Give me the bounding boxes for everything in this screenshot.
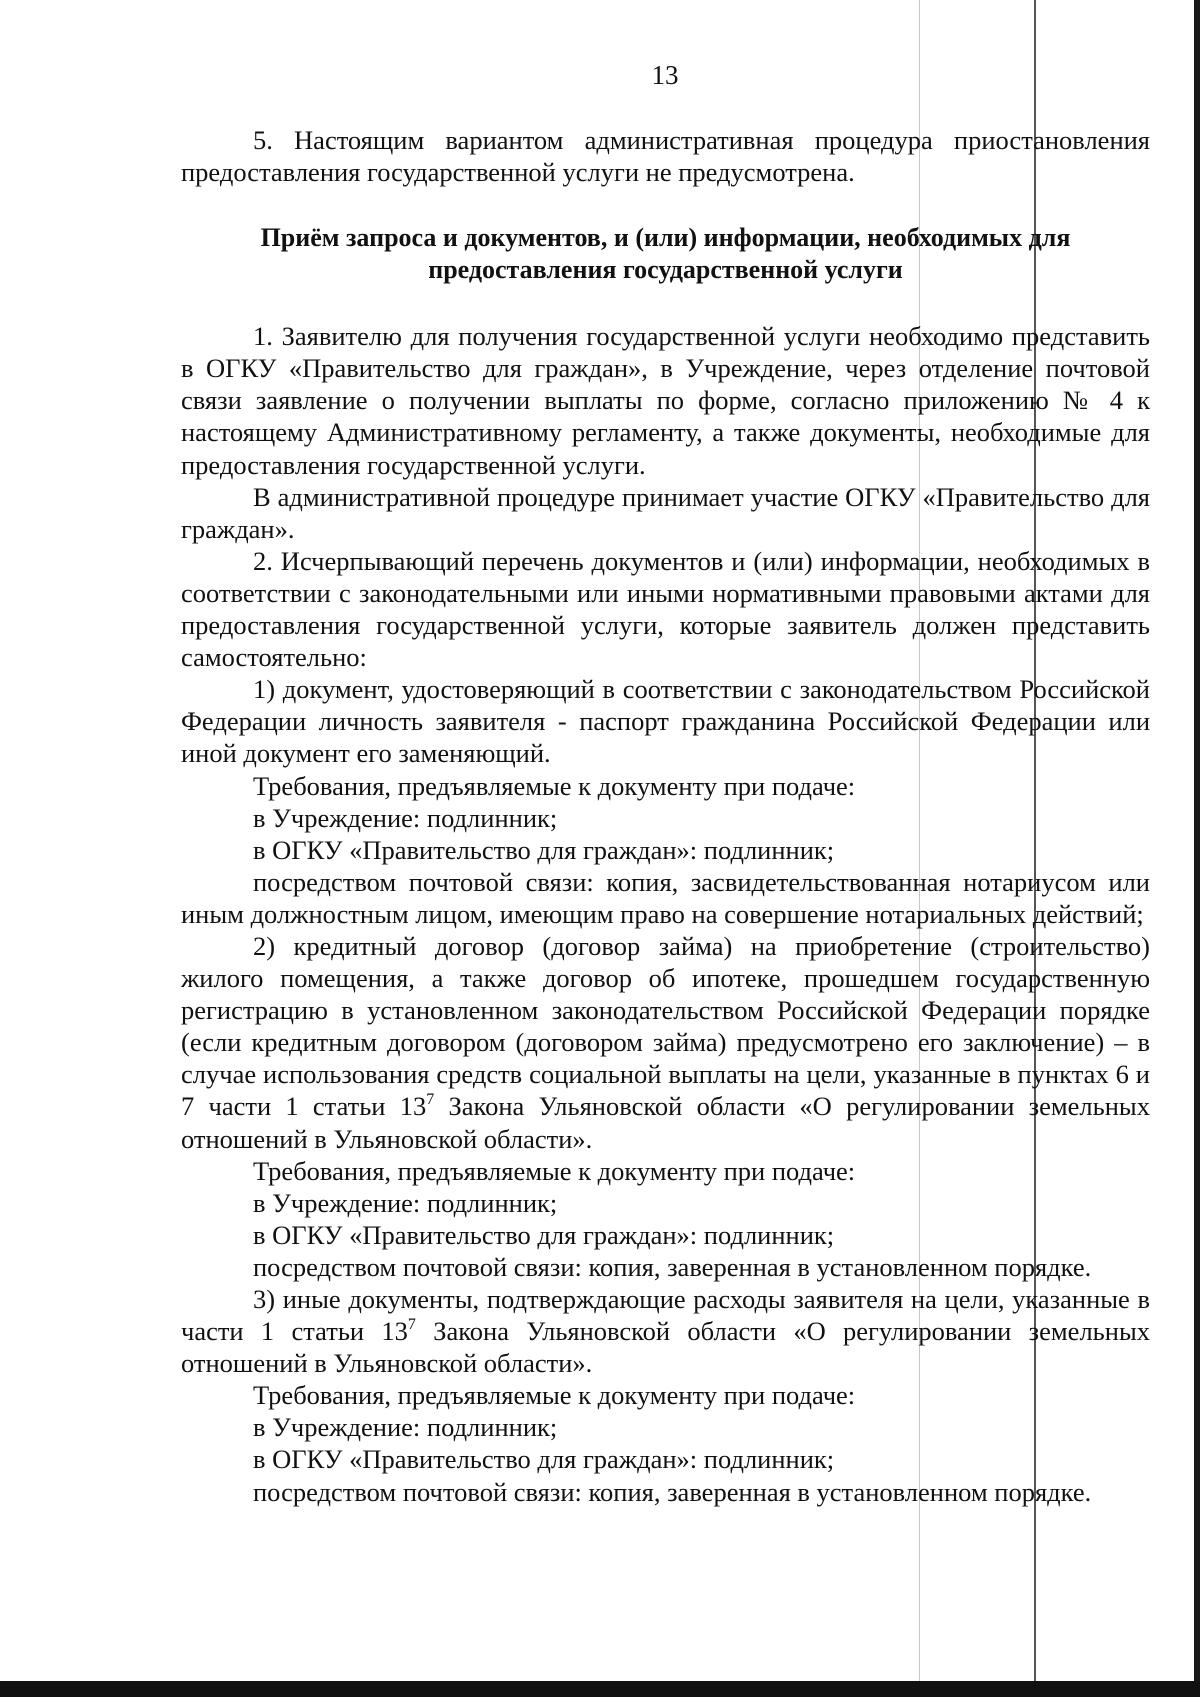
scan-border-right [1194,0,1200,1697]
paragraph: 2. Исчерпывающий перечень документов и (или) информации, необходимых в соответствии с законодательными или иными нормативными правовыми актами для предоставления государственной услуги, которые заявитель должен представить самостоятельно: [181,545,1150,673]
paragraph: в ОГКУ «Правительство для граждан»: подлинник; [253,1219,835,1250]
document-body [181,124,1150,1508]
paragraph [181,930,1150,1155]
paragraph [181,1283,1150,1379]
paragraph-text: 3) иные документы, подтверждающие расходы заявителя на цели, указанные в части 1 статьи 13 [181,1284,1150,1347]
paragraph: в ОГКУ «Правительство для граждан»: подлинник; [253,834,835,865]
superscript: 7 [426,1091,435,1109]
paragraph: посредством почтовой связи: копия, заверенная в установленном порядке. [253,1251,1092,1282]
paragraph: в Учреждение: подлинник; [253,802,558,833]
page-number: 13 [651,60,679,90]
paragraph: 1. Заявителю для получения государственной услуги необходимо представить в ОГКУ «Правительство для граждан», в Учреждение, через отделение почтовой связи заявление о получении выплаты по форме, согласно приложению № 4 к настоящему Административному регламенту, а также документы, необходимые для предоставления государственной услуги. [181,321,1150,480]
superscript: 7 [407,1316,416,1334]
heading-line: Приём запроса и документов, и (или) информации, необходимых для [260,223,1071,253]
paragraph: в Учреждение: подлинник; [253,1187,558,1218]
paragraph: Требования, предъявляемые к документу при подаче: [253,1155,856,1186]
paragraph-text: Закона Ульяновской области «О регулировании земельных отношений в Ульяновской области». [181,1316,1150,1379]
paragraph: Требования, предъявляемые к документу при подаче: [253,770,856,801]
paragraph: посредством почтовой связи: копия, заверенная в установленном порядке. [253,1476,1092,1507]
paragraph: в Учреждение: подлинник; [253,1412,558,1443]
paragraph: В административной процедуре принимает участие ОГКУ «Правительство для граждан». [181,481,1150,544]
scan-border-bottom [0,1681,1200,1697]
section-heading [181,222,1150,286]
paragraph: в ОГКУ «Правительство для граждан»: подлинник; [253,1444,835,1475]
paragraph: 5. Настоящим вариантом административная процедура приостановления предоставления государственной услуги не предусмотрена. [181,125,1150,188]
heading-line: предоставления государственной услуги [428,255,903,285]
paragraph: 1) документ, удостоверяющий в соответствии с законодательством Российской Федерации личность заявителя - паспорт гражданина Российской Федерации или иной документ его заменяющий. [181,674,1150,769]
paragraph: Требования, предъявляемые к документу при подаче: [253,1380,856,1411]
paragraph-text: Закона Ульяновской области «О регулировании земельных отношений в Ульяновской области». [181,1091,1150,1154]
paragraph-text: 2) кредитный договор (договор займа) на приобретение (строительство) жилого помещения, а также договор об ипотеке, прошедшем государственную регистрацию в установленном законодательством Российской Федерации порядке (если кредитным договором (договором займа) предусмотрено его заключение) – в случае использования средств социальной выплаты на цели, указанные в пунктах 6 и 7 части 1 статьи 13 [181,930,1150,1122]
paragraph: посредством почтовой связи: копия, засвидетельствованная нотариусом или иным должностным лицом, имеющим право на совершение нотариальных действий; [181,866,1150,929]
